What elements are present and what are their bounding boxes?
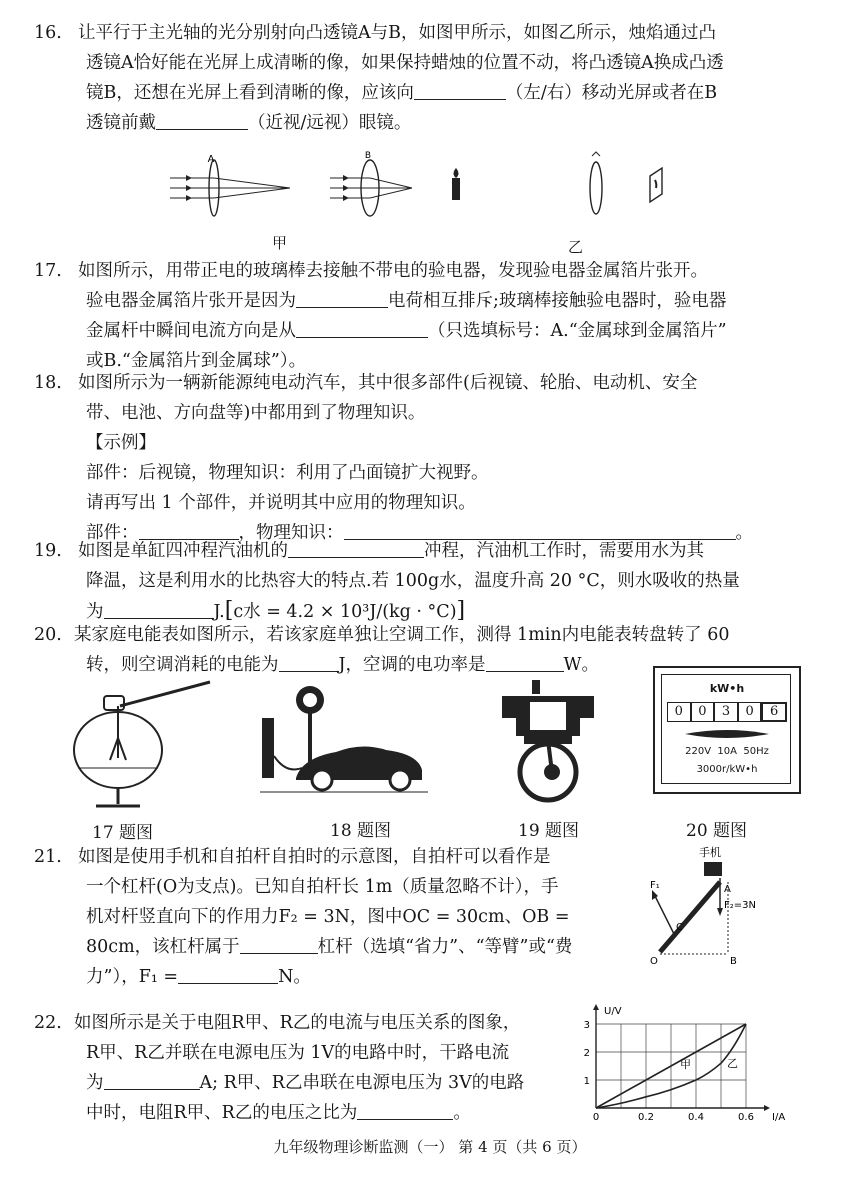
q19-text-3a: 为 [86, 602, 104, 622]
lens-a-label: A [207, 154, 215, 165]
q22-blank-1[interactable] [104, 1071, 200, 1090]
q20-text-2a: 转，则空调消耗的电能为 [86, 655, 279, 675]
y-tick-label: 2 [583, 1048, 590, 1059]
series-label: 乙 [727, 1057, 738, 1071]
q16-text-3a: 镜B，还想在光屏上看到清晰的像，应该向 [86, 83, 414, 103]
q17-text-1: 如图所示，用带正电的玻璃棒去接触不带电的验电器，发现验电器金属箔片张开。 [78, 261, 708, 281]
question-16 [34, 18, 824, 138]
meter-dial-icon [685, 726, 769, 742]
q20-number: 20. [34, 625, 62, 645]
q19-text-2: 降温，这是利用水的比热容大的特点.若 100g水，温度升高 20 °C，则水吸收的热量 [86, 571, 740, 591]
question-19: 19. 如图是单缸四冲程汽油机的 冲程，汽油机工作时，需要用水为其 降温，这是利用水的比热容大的特点.若 100g水，温度升高 20 °C，则水吸收的热量 为 J.[c水 = 4.2 × 10³J/(kg · °C)] [34, 536, 824, 627]
q20-blank-1[interactable] [279, 653, 339, 672]
q21-blank-2[interactable] [178, 965, 278, 984]
q22-number: 22. [34, 1013, 62, 1033]
q16-text-4a: 透镜前戴 [86, 113, 156, 133]
meter-rev: 3000r/kW•h [696, 764, 758, 775]
force-f2-label: F₂=3N [724, 900, 756, 911]
point-c-label: C [676, 922, 683, 933]
meter-digit: 0 [667, 702, 691, 722]
q16-text-3b: （左/右）移动光屏或者在B [505, 83, 718, 103]
q19-blank-2[interactable] [104, 600, 214, 619]
q21-text-5b: N。 [278, 967, 311, 987]
q22-blank-2[interactable] [357, 1101, 453, 1120]
q22-text-2: R甲、R乙并联在电源电压为 1V的电路中时，干路电流 [86, 1043, 510, 1063]
y-axis-arrow [593, 1004, 599, 1010]
meter-digit: 6 [761, 702, 787, 722]
q21-text-4a: 80cm，该杠杆属于 [86, 937, 240, 957]
q17-text-2a: 验电器金属箔片张开是因为 [86, 291, 296, 311]
meter-spec: 220V 10A 50Hz [685, 746, 769, 757]
q17-blank-2[interactable] [296, 319, 428, 338]
energy-meter [653, 666, 801, 794]
electric-car-figure [252, 680, 432, 796]
meter-unit: kW•h [709, 682, 745, 695]
x-tick-label: 0 [592, 1112, 600, 1123]
q21-text-4b: 杠杆（选填“省力”、“等臂”或“费 [317, 937, 573, 957]
caption-fig-19: 19 题图 [518, 821, 580, 841]
q16-text-1: 让平行于主光轴的光分别射向凸透镜A与B，如图甲所示，如图乙所示，烛焰通过凸 [78, 23, 716, 43]
meter-digit: 0 [691, 702, 715, 722]
q19-text-1a: 如图是单缸四冲程汽油机的 [78, 541, 288, 561]
q21-text-2: 一个杠杆(O为支点)。已知自拍杆长 1m（质量忽略不计），手 [86, 877, 559, 897]
phone-label: 手机 [699, 846, 721, 859]
q19-blank-1[interactable] [288, 539, 424, 558]
q21-text-3: 机对杆竖直向下的作用力F₂ = 3N，图中OC = 30cm、OB = [86, 907, 570, 927]
q17-text-2b: 电荷相互排斥;玻璃棒接触验电器时，验电器 [388, 291, 727, 311]
series-label: 甲 [680, 1058, 691, 1071]
q22-text-4b: 。 [453, 1103, 471, 1123]
force-f1-label: F₁ [650, 880, 660, 891]
q22-text-3b: A; R甲、R乙串联在电源电压为 3V的电路 [199, 1073, 525, 1093]
question-21 [34, 842, 644, 992]
q16-blank-1[interactable] [414, 81, 506, 100]
meter-digits [667, 702, 787, 722]
q20-text-2c: W。 [563, 655, 600, 675]
q18-number: 18. [34, 373, 62, 393]
q21-number: 21. [34, 847, 62, 867]
caption-fig-18: 18 题图 [330, 821, 392, 841]
selfie-stick-figure [640, 842, 780, 972]
x-axis-label: I/A [772, 1112, 786, 1123]
x-tick-label: 0.6 [738, 1112, 754, 1123]
question-18 [34, 368, 824, 548]
q16-number: 16. [34, 23, 62, 43]
q18-text-6c: 。 [735, 523, 753, 543]
q17-text-3a: 金属杆中瞬间电流方向是从 [86, 321, 296, 341]
y-tick-label: 3 [583, 1020, 590, 1031]
caption-yi: 乙 [568, 238, 584, 256]
q18-text-6a: 部件： [86, 523, 139, 543]
q19-number: 19. [34, 541, 62, 561]
q19-text-1b: 冲程，汽油机工作时，需要用水为其 [424, 541, 704, 561]
caption-fig-20: 20 题图 [686, 821, 748, 841]
iu-chart [570, 996, 810, 1126]
lens-a-diagram [170, 154, 290, 216]
q18-text-4: 部件：后视镜，物理知识：利用了凸面镜扩大视野。 [86, 463, 489, 483]
electroscope-figure [60, 678, 220, 816]
q17-number: 17. [34, 261, 62, 281]
caption-fig-17: 17 题图 [92, 823, 154, 843]
point-o-label: O [650, 956, 658, 967]
meter-digit: 3 [714, 702, 738, 722]
y-tick-label: 1 [583, 1076, 590, 1087]
q16-text-4b: （近视/远视）眼镜。 [248, 113, 412, 133]
question-22 [34, 1008, 594, 1128]
q18-text-1: 如图所示为一辆新能源纯电动汽车，其中很多部件(后视镜、轮胎、电动机、安全 [78, 373, 698, 393]
meter-digit: 0 [738, 702, 762, 722]
q18-text-5: 请再写出 1 个部件，并说明其中应用的物理知识。 [86, 493, 476, 513]
lens-b-diagram [330, 151, 412, 216]
x-axis-arrow [764, 1105, 770, 1111]
q16-blank-2[interactable] [156, 111, 248, 130]
point-a-label: A [724, 884, 731, 895]
caption-jia: 甲 [272, 234, 288, 252]
q18-example-label: 【示例】 [86, 433, 156, 453]
engine-figure [496, 676, 600, 806]
x-tick-label: 0.4 [688, 1112, 704, 1123]
q17-text-4: 或B.“金属箔片到金属球”）。 [86, 351, 307, 371]
q20-text-1: 某家庭电能表如图所示，若该家庭单独让空调工作，测得 1min内电能表转盘转了 60 [74, 625, 730, 645]
lens-figure [150, 148, 710, 258]
y-axis-label: U/V [604, 1006, 622, 1017]
q21-blank-1[interactable] [240, 935, 318, 954]
q19-formula: c水 = 4.2 × 10³J/(kg · °C) [233, 602, 457, 622]
q17-blank-1[interactable] [296, 289, 388, 308]
q16-text-2: 透镜A恰好能在光屏上成清晰的像，如果保持蜡烛的位置不动，将凸透镜A换成凸透 [86, 53, 724, 73]
x-tick-label: 0.2 [638, 1112, 654, 1123]
q19-text-3b: J. [213, 602, 225, 622]
light-screen-icon [650, 168, 662, 202]
q18-text-6b: ，物理知识： [238, 523, 344, 543]
q20-blank-2[interactable] [486, 653, 564, 672]
q22-text-1: 如图所示是关于电阻R甲、R乙的电流与电压关系的图象， [74, 1013, 521, 1033]
q18-text-2: 带、电池、方向盘等)中都用到了物理知识。 [86, 403, 426, 423]
question-17 [34, 256, 824, 376]
q21-text-1: 如图是使用手机和自拍杆自拍时的示意图，自拍杆可以看作是 [78, 847, 551, 867]
q21-text-5a: 力”），F₁ = [86, 967, 179, 987]
page-footer: 九年级物理诊断监测（一） 第 4 页（共 6 页） [273, 1138, 587, 1156]
lens-yi-diagram [590, 152, 602, 214]
q22-text-3a: 为 [86, 1073, 104, 1093]
lens-b-label: B [364, 151, 372, 161]
q17-text-3b: （只选填标号：A.“金属球到金属箔片” [428, 321, 727, 341]
point-b-label: B [730, 956, 737, 967]
q20-text-2b: J，空调的电功率是 [338, 655, 486, 675]
q22-text-4a: 中时，电阻R甲、R乙的电压之比为 [86, 1103, 358, 1123]
candle-icon [452, 168, 460, 200]
